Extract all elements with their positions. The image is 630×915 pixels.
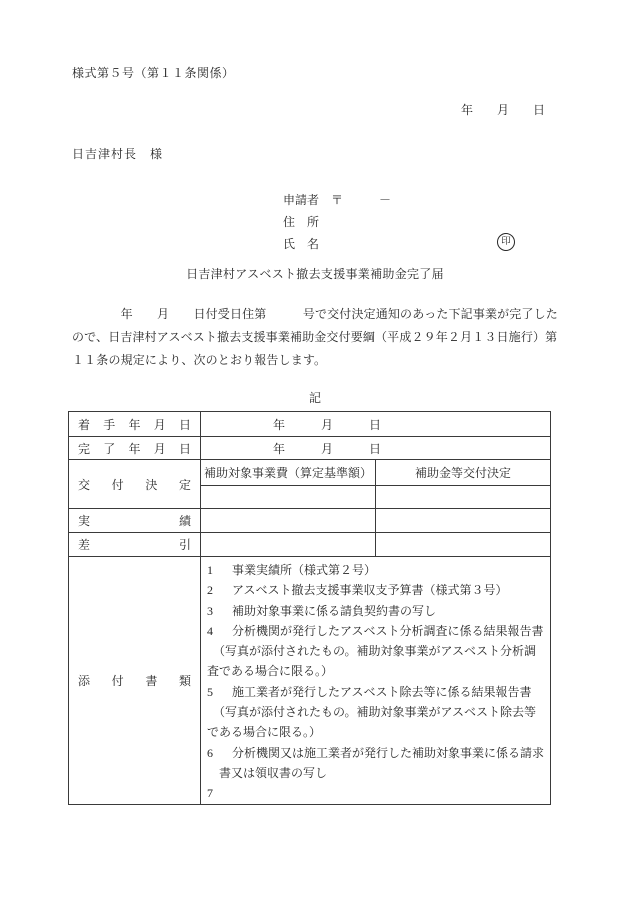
seal-stamp-icon: [497, 233, 515, 251]
attachment-text: 施工業者が発行したアスベスト除去等に係る結果報告書: [232, 684, 532, 699]
body-line: 年 月 日付受日住第 号で交付決定通知のあった下記事業が完了した: [72, 307, 558, 321]
table-row-balance: [69, 533, 551, 557]
body-paragraph: [72, 303, 564, 372]
balance-label-cell: [69, 533, 201, 557]
grant-decision-cost-value-cell: [201, 486, 376, 509]
start-date-label: 着 手 年 月 日: [78, 417, 191, 432]
addressee: 日吉津村長 様: [72, 147, 164, 161]
applicant-block: [283, 189, 391, 255]
attachment-number: 2: [207, 583, 213, 598]
attachment-number: 6: [207, 745, 213, 760]
attachment-item: [207, 560, 546, 580]
attachment-item: [207, 743, 546, 763]
table-row-actual: [69, 509, 551, 533]
attachment-text: 事業実績所（様式第２号）: [232, 563, 377, 577]
attachment-number: 7: [207, 786, 213, 801]
attachments-list: [201, 557, 550, 804]
grant-decision-label-cell: [69, 460, 201, 509]
name-label: 氏 名: [283, 237, 320, 251]
completion-date-label: 完 了 年 月 日: [78, 441, 191, 456]
attachment-text: 補助対象事業に係る請負契約書の写し: [232, 603, 437, 618]
address-label: 住 所: [283, 215, 320, 229]
actual-amount-value-cell: [376, 509, 551, 533]
attachment-item: [207, 621, 546, 641]
grant-decision-amount-value-cell: [376, 486, 551, 509]
attachments-label-cell: [69, 557, 201, 805]
actual-label: 実 績: [78, 514, 191, 528]
completion-report-table: [68, 411, 551, 805]
attachment-item: [207, 580, 546, 600]
grant-amount-header-cell: 補助金等交付決定: [376, 460, 551, 486]
completion-date-label-cell: [69, 437, 201, 460]
body-line: ので、日吉津村アスベスト撤去支援事業補助金交付要綱（平成２９年２月１３日施行）第: [72, 330, 558, 344]
start-date-value-cell: 年 月 日: [201, 412, 551, 437]
attachment-item: [207, 601, 546, 621]
seal-character: 印: [501, 237, 511, 247]
table-row-grant-decision-header: [69, 460, 551, 486]
document-title: 日吉津村アスベスト撤去支援事業補助金完了届: [186, 267, 444, 281]
form-number: 様式第５号（第１１条関係）: [72, 66, 235, 80]
balance-label: 差 引: [78, 538, 191, 552]
body-line: １１条の規定により、次のとおり報告します。: [72, 353, 327, 367]
attachment-number: 5: [207, 684, 213, 699]
issue-date-line: 年 月 日: [460, 103, 545, 117]
actual-cost-value-cell: [201, 509, 376, 533]
attachment-item-continuation: 査である場合に限る。）: [207, 664, 334, 679]
grant-decision-label: 交 付 決 定: [78, 477, 191, 492]
attachments-list-cell: [201, 557, 551, 805]
attachment-number: 1: [207, 563, 213, 577]
attachment-number: 4: [207, 623, 213, 638]
attachment-item-continuation: である場合に限る。）: [207, 725, 322, 740]
ki-heading: 記: [308, 391, 321, 405]
actual-label-cell: [69, 509, 201, 533]
attachment-text: 分析機関が発行したアスベスト分析調査に係る結果報告書: [232, 623, 544, 638]
attachment-item: [207, 682, 546, 702]
balance-amount-value-cell: [376, 533, 551, 557]
attachment-item-continuation: 書又は領収書の写し: [219, 765, 328, 780]
attachments-label: 添 付 書 類: [78, 673, 191, 688]
attachment-item: [207, 783, 546, 803]
attachment-text: 分析機関又は施工業者が発行した補助対象事業に係る請求: [232, 745, 545, 760]
applicant-label: 申請者: [283, 193, 320, 207]
attachment-text: アスベスト撤去支援事業収支予算書（様式第３号）: [232, 583, 508, 598]
balance-cost-value-cell: [201, 533, 376, 557]
table-row-completion-date: [69, 437, 551, 460]
postal-code-blank: 〒 －: [331, 193, 392, 207]
attachment-number: 3: [207, 603, 213, 618]
start-date-label-cell: [69, 412, 201, 437]
applicant-postal-line: [283, 189, 391, 211]
table-row-attachments: [69, 557, 551, 805]
attachment-item-continuation: （写真が添付されたもの。補助対象事業がアスベスト分析調: [213, 644, 537, 659]
subsidy-target-cost-header-cell: 補助対象事業費（算定基準額）: [201, 460, 376, 486]
table-row-start-date: [69, 412, 551, 437]
attachment-item-continuation: （写真が添付されたもの。補助対象事業がアスベスト除去等: [213, 705, 537, 720]
completion-date-value-cell: 年 月 日: [201, 437, 551, 460]
